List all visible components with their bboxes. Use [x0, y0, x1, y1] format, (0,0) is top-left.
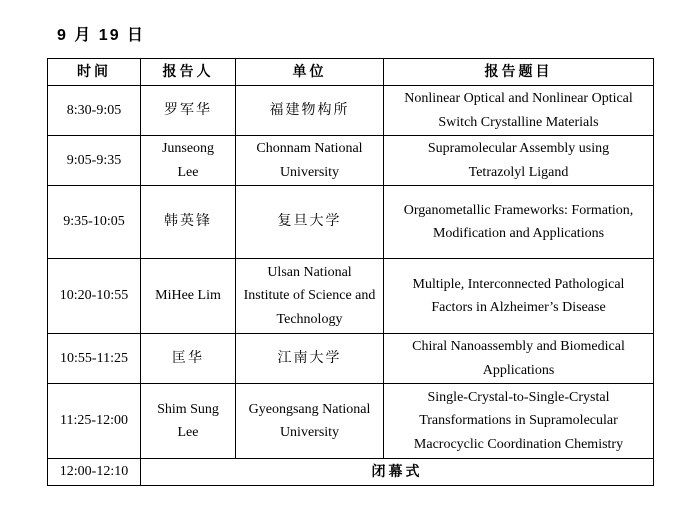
title-cell: Multiple, Interconnected Pathological Factors in Alzheimer’s Disease	[384, 259, 654, 334]
affiliation-cell: 福建物构所	[236, 86, 384, 136]
affiliation-cell: Ulsan National Institute of Science and Technology	[236, 259, 384, 334]
table-row	[48, 86, 654, 136]
speaker-cell: Shim Sung Lee	[141, 384, 236, 459]
closing-ceremony-label: 闭幕式	[141, 459, 654, 486]
speaker-cell: 罗军华	[141, 86, 236, 136]
speaker-cell: MiHee Lim	[141, 259, 236, 334]
table-row	[48, 334, 654, 384]
affiliation-cell: Gyeongsang National University	[236, 384, 384, 459]
time-cell: 10:20-10:55	[48, 259, 141, 334]
title-cell: Supramolecular Assembly using Tetrazolyl Ligand	[384, 136, 654, 186]
header-row	[48, 59, 654, 86]
schedule-body	[48, 86, 654, 486]
title-cell: Single-Crystal-to-Single-Crystal Transformations in Supramolecular Macrocyclic Coordination Chemistry	[384, 384, 654, 459]
table-row	[48, 186, 654, 259]
closing-row	[48, 459, 654, 486]
time-cell: 9:35-10:05	[48, 186, 141, 259]
table-row	[48, 384, 654, 459]
affiliation-cell: 江南大学	[236, 334, 384, 384]
speaker-cell: 韩英锋	[141, 186, 236, 259]
time-cell: 12:00-12:10	[48, 459, 141, 486]
title-cell: Organometallic Frameworks: Formation, Modification and Applications	[384, 186, 654, 259]
header-cell-time: 时间	[48, 59, 141, 86]
header-cell-title: 报告题目	[384, 59, 654, 86]
title-cell: Nonlinear Optical and Nonlinear Optical Switch Crystalline Materials	[384, 86, 654, 136]
time-cell: 8:30-9:05	[48, 86, 141, 136]
header-cell-speaker: 报告人	[141, 59, 236, 86]
affiliation-cell: 复旦大学	[236, 186, 384, 259]
date-heading: 9 月 19 日	[57, 27, 146, 44]
title-cell: Chiral Nanoassembly and Biomedical Applications	[384, 334, 654, 384]
time-cell: 9:05-9:35	[48, 136, 141, 186]
header-cell-affiliation: 单位	[236, 59, 384, 86]
affiliation-cell: Chonnam National University	[236, 136, 384, 186]
time-cell: 11:25-12:00	[48, 384, 141, 459]
time-cell: 10:55-11:25	[48, 334, 141, 384]
schedule-table	[47, 58, 654, 486]
speaker-cell: Junseong Lee	[141, 136, 236, 186]
table-row	[48, 136, 654, 186]
speaker-cell: 匡华	[141, 334, 236, 384]
table-row	[48, 259, 654, 334]
